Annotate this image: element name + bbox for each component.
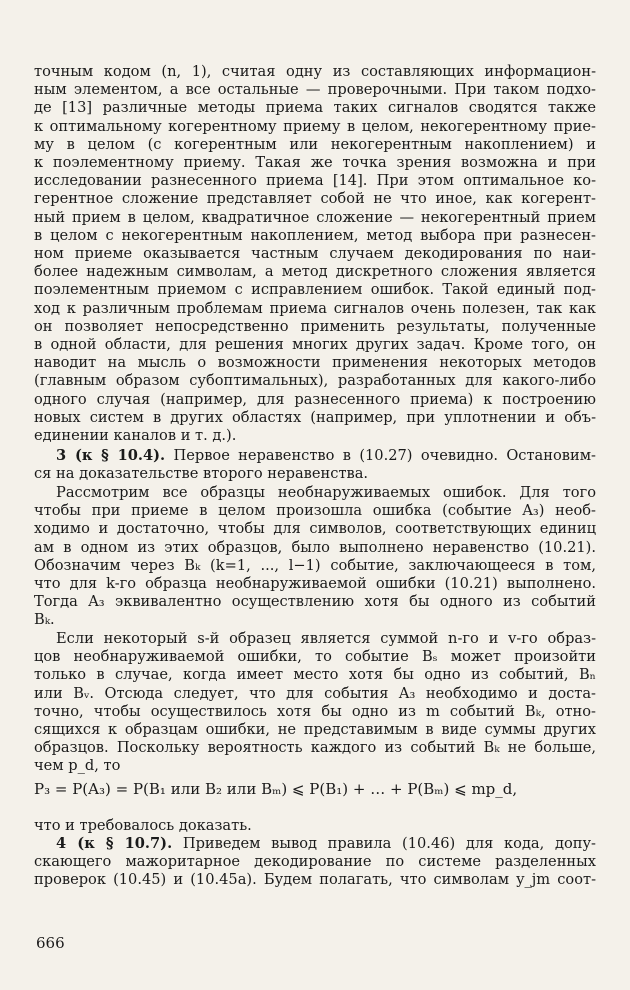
section-3-line-2: ся на доказательстве второго неравенства.	[34, 465, 369, 483]
b4-line: образцов. Поскольку вероятность каждого из событий Bₖ не больше,	[34, 739, 596, 757]
b3-line: Тогда A₃ эквивалентно осуществлению хотя бы одного из событий	[34, 593, 596, 611]
paragraph-qed	[34, 817, 596, 835]
b1-line: му в целом (с когерентным или некогерентным накоплением) и	[34, 135, 596, 153]
b3-line: Обозначим через Bₖ (k=1, ..., l−1) событие, заключающееся в том,	[34, 556, 596, 574]
b3-line: что для k-го образца необнаруживаемой ошибки (10.21) выполнено.	[34, 575, 596, 593]
b1-line: ный прием в целом, квадратичное сложение — некогерентный прием	[34, 208, 596, 226]
paragraph-event-sum	[34, 630, 596, 776]
section-4-intro	[34, 835, 596, 890]
b1-line: (главным образом субоптимальных), разработанных для какого-либо	[34, 372, 596, 390]
section-4-line-3: проверок (10.45) и (10.45а). Будем полагать, что символам y_jm соот-	[34, 871, 596, 889]
b1-line: в целом с некогерентным накоплением, метод выбора при разнесен-	[34, 226, 596, 244]
b1-line: де [13] различные методы приема таких сигналов сводятся также	[34, 99, 596, 117]
b1-line: в одной области, для решения многих других задач. Кроме того, он	[34, 336, 596, 354]
b4-line: только в случае, когда имеет место хотя бы одно из событий, Bₙ	[34, 666, 596, 684]
section-4-line-2: скающего мажоритарное декодирование по системе разделенных	[34, 853, 596, 871]
b1-line: герентное сложение представляет собой не что иное, как когерент-	[34, 190, 596, 208]
qed-line: что и требовалось доказать.	[34, 817, 252, 834]
b3-line: ходимо и достаточно, чтобы для символов, соответствующих единиц	[34, 520, 596, 538]
section-4-line-1: 4 (к § 10.7). Приведем вывод правила (10.46) для кода, допу-	[56, 835, 596, 852]
b1-line: ход к различным проблемам приема сигналов очень полезен, так как	[34, 299, 596, 317]
section-3-intro	[34, 447, 596, 483]
b4-line: цов необнаруживаемой ошибки, то событие Bₛ может произойти	[34, 648, 596, 666]
page-number: 666	[36, 934, 65, 952]
b4-line: сящихся к образцам ошибки, не представимым в виде суммы других	[34, 721, 596, 739]
paragraph-error-patterns	[34, 484, 596, 630]
b1-line: ным элементом, а все остальные — проверочными. При таком подхо-	[34, 81, 596, 99]
paragraph-coding-approach	[34, 63, 596, 445]
b1-line: исследовании разнесенного приема [14]. При этом оптимальное ко-	[34, 172, 596, 190]
b3-line: чтобы при приеме в целом произошла ошибка (событие A₃) необ-	[34, 502, 596, 520]
b3-line: Bₖ.	[34, 611, 55, 629]
b4-line: или Bᵥ. Отсюда следует, что для события A₃ необходимо и доста-	[34, 684, 596, 702]
section-3-heading: 3 (к § 10.4).	[56, 447, 166, 464]
b3-line: Рассмотрим все образцы необнаруживаемых ошибок. Для того	[56, 484, 596, 501]
b1-line: новых систем в других областях (например, при уплотнении и объ-	[34, 408, 596, 426]
section-3-line-1: 3 (к § 10.4). Первое неравенство в (10.27) очевидно. Остановим-	[56, 447, 596, 464]
b4-line: Если некоторый s-й образец является суммой n-го и v-го образ-	[56, 630, 596, 647]
b1-line: он позволяет непосредственно применить результаты, полученные	[34, 317, 596, 335]
section-4-heading: 4 (к § 10.7).	[56, 835, 173, 852]
b1-line: более надежным символам, а метод дискретного сложения является	[34, 263, 596, 281]
formula-probability-bound: P₃ = P(A₃) = P(B₁ или B₂ или Bₘ) ⩽ P(B₁) + … + P(Bₘ) ⩽ mp_d,	[34, 780, 518, 798]
b3-line: ам в одном из этих образцов, было выполнено неравенство (10.21).	[34, 538, 596, 556]
b4-line: точно, чтобы осуществилось хотя бы одно из m событий Bₖ, отно-	[34, 702, 596, 720]
b1-line: к поэлементному приему. Такая же точка зрения возможна и при	[34, 154, 596, 172]
b4-line: чем p_d, то	[34, 757, 121, 775]
b1-line: поэлементным приемом с исправлением ошибок. Такой единый под-	[34, 281, 596, 299]
b1-line: наводит на мысль о возможности применения некоторых методов	[34, 354, 596, 372]
b1-line: одного случая (например, для разнесенного приема) к построению	[34, 390, 596, 408]
b1-line: точным кодом (n, 1), считая одну из составляющих информацион-	[34, 63, 596, 80]
b1-line: ном приеме оказывается частным случаем декодирования по наи-	[34, 245, 596, 263]
b1-line: единении каналов и т. д.).	[34, 427, 237, 445]
b1-line: к оптимальному когерентному приему в целом, некогерентному прие-	[34, 117, 596, 135]
